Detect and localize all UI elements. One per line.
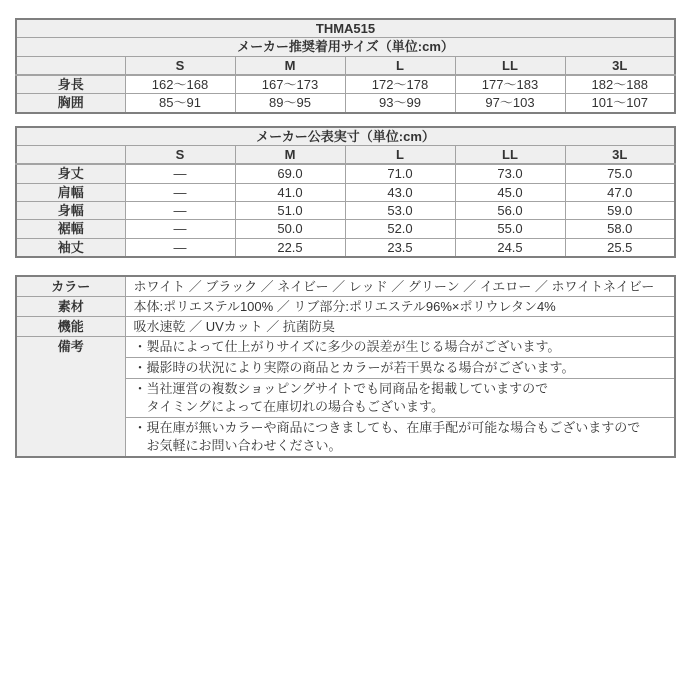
table-row-note bbox=[16, 336, 675, 357]
column-header-l: L bbox=[345, 56, 455, 75]
table-row bbox=[16, 127, 675, 146]
size-value: 51.0 bbox=[235, 201, 345, 219]
size-value: 52.0 bbox=[345, 220, 455, 238]
note-text: ・現在庫が無いカラーや商品につきましても、在庫手配が可能な場合もございますので bbox=[133, 419, 641, 435]
size-value: 59.0 bbox=[565, 201, 675, 219]
table-title: メーカー推奨着用サイズ（単位:cm） bbox=[16, 38, 675, 56]
product-info-table bbox=[15, 275, 676, 458]
note-item bbox=[125, 417, 675, 457]
note-item bbox=[125, 357, 675, 378]
size-value: 56.0 bbox=[455, 201, 565, 219]
note-text: お気軽にお問い合わせください。 bbox=[146, 437, 342, 453]
column-header-ll: LL bbox=[455, 56, 565, 75]
note-text: タイミングによって在庫切れの場合もございます。 bbox=[146, 398, 444, 414]
column-header-3l: 3L bbox=[565, 56, 675, 75]
size-value: ― bbox=[125, 220, 235, 238]
column-header-3l: 3L bbox=[565, 145, 675, 164]
row-label-color: カラー bbox=[16, 276, 125, 297]
note-text: ・撮影時の状況により実際の商品とカラーが若干異なる場合がございます。 bbox=[133, 359, 575, 375]
size-value: 172～178 bbox=[345, 75, 455, 94]
column-header-m: M bbox=[235, 145, 345, 164]
size-value: ― bbox=[125, 201, 235, 219]
row-label-material: 素材 bbox=[16, 296, 125, 316]
size-value: 22.5 bbox=[235, 238, 345, 257]
size-value: 73.0 bbox=[455, 164, 565, 183]
size-value: 45.0 bbox=[455, 183, 565, 201]
size-value: 69.0 bbox=[235, 164, 345, 183]
function-value: 吸水速乾 ／ UVカット ／ 抗菌防臭 bbox=[125, 316, 675, 336]
row-label: 袖丈 bbox=[16, 238, 125, 257]
column-header-empty bbox=[16, 56, 125, 75]
table-row-body-length bbox=[16, 164, 675, 183]
size-value: 47.0 bbox=[565, 183, 675, 201]
table-row-body-width bbox=[16, 201, 675, 219]
table-row-hem-width bbox=[16, 220, 675, 238]
note-item bbox=[125, 336, 675, 357]
note-item bbox=[125, 378, 675, 417]
size-value: 71.0 bbox=[345, 164, 455, 183]
row-label: 身長 bbox=[16, 75, 125, 94]
row-label: 身幅 bbox=[16, 201, 125, 219]
column-header-l: L bbox=[345, 145, 455, 164]
size-value: 25.5 bbox=[565, 238, 675, 257]
size-value: ― bbox=[125, 238, 235, 257]
size-value: 93～99 bbox=[345, 94, 455, 113]
size-value: 97～103 bbox=[455, 94, 565, 113]
table-row bbox=[16, 38, 675, 56]
size-value: 23.5 bbox=[345, 238, 455, 257]
table-row-material bbox=[16, 296, 675, 316]
row-label: 裾幅 bbox=[16, 220, 125, 238]
table-row-chest bbox=[16, 94, 675, 113]
size-value: 58.0 bbox=[565, 220, 675, 238]
table-row-shoulder-width bbox=[16, 183, 675, 201]
column-header-s: S bbox=[125, 145, 235, 164]
column-header-row bbox=[16, 56, 675, 75]
table-title: メーカー公表実寸（単位:cm） bbox=[16, 127, 675, 146]
table-row-color bbox=[16, 276, 675, 297]
size-value: 85～91 bbox=[125, 94, 235, 113]
size-value: 75.0 bbox=[565, 164, 675, 183]
size-value: 50.0 bbox=[235, 220, 345, 238]
color-options: ホワイト ／ ブラック ／ ネイビー ／ レッド ／ グリーン ／ イエロー ／ ホワイトネイビー bbox=[125, 276, 675, 297]
column-header-ll: LL bbox=[455, 145, 565, 164]
size-value: 53.0 bbox=[345, 201, 455, 219]
row-label: 胸囲 bbox=[16, 94, 125, 113]
size-value: 89～95 bbox=[235, 94, 345, 113]
size-value: ― bbox=[125, 183, 235, 201]
size-value: 167～173 bbox=[235, 75, 345, 94]
note-text: ・製品によって仕上がりサイズに多少の誤差が生じる場合がございます。 bbox=[133, 338, 561, 354]
column-header-empty bbox=[16, 145, 125, 164]
size-value: 55.0 bbox=[455, 220, 565, 238]
table-row-height bbox=[16, 75, 675, 94]
row-label-function: 機能 bbox=[16, 316, 125, 336]
size-value: 24.5 bbox=[455, 238, 565, 257]
row-label: 肩幅 bbox=[16, 183, 125, 201]
table-row-function bbox=[16, 316, 675, 336]
column-header-m: M bbox=[235, 56, 345, 75]
size-value: 182～188 bbox=[565, 75, 675, 94]
size-value: 41.0 bbox=[235, 183, 345, 201]
material-value: 本体:ポリエステル100% ／ リブ部分:ポリエステル96%×ポリウレタン4% bbox=[125, 296, 675, 316]
table-row-sleeve-length bbox=[16, 238, 675, 257]
row-label: 身丈 bbox=[16, 164, 125, 183]
recommended-size-table bbox=[15, 18, 676, 114]
column-header-s: S bbox=[125, 56, 235, 75]
size-value: 177～183 bbox=[455, 75, 565, 94]
size-value: ― bbox=[125, 164, 235, 183]
size-value: 101～107 bbox=[565, 94, 675, 113]
note-text: ・当社運営の複数ショッピングサイトでも同商品を掲載していますので bbox=[133, 380, 549, 396]
row-label-notes: 備考 bbox=[16, 336, 125, 457]
table-row bbox=[16, 19, 675, 38]
product-code: THMA515 bbox=[16, 19, 675, 38]
size-value: 43.0 bbox=[345, 183, 455, 201]
size-value: 162～168 bbox=[125, 75, 235, 94]
actual-size-table bbox=[15, 126, 676, 258]
column-header-row bbox=[16, 145, 675, 164]
